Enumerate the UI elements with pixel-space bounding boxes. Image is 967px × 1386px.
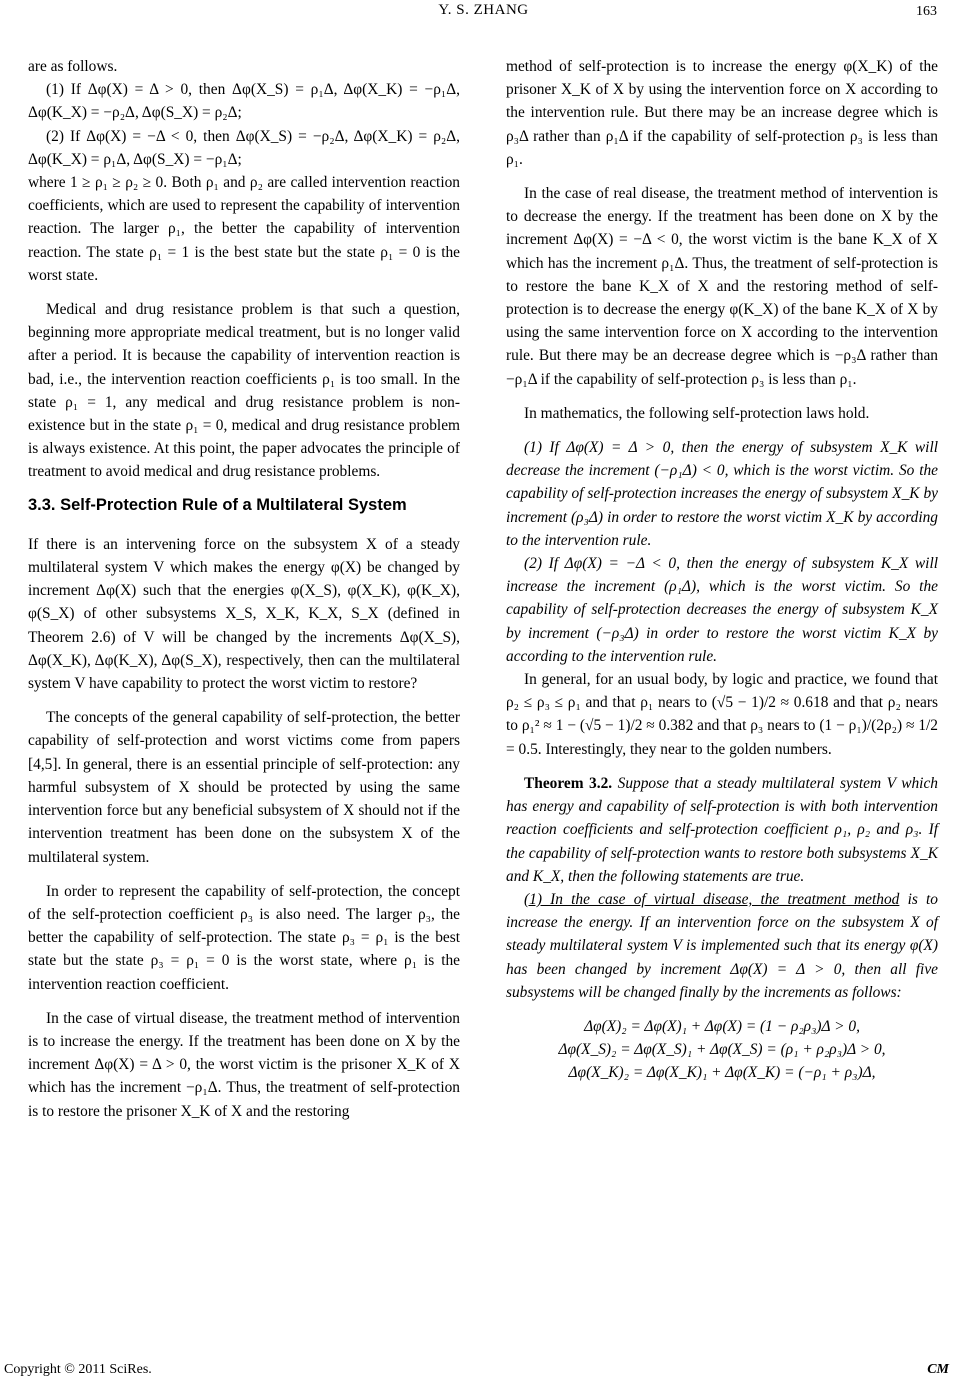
page-number: 163	[916, 4, 937, 19]
theorem-item-1-head: (1) In the case of virtual disease, the treatment method	[524, 890, 900, 908]
paragraph-concepts: The concepts of the general capability of self-protection, the better capability of self-protection and worst victims come from papers [4,5]. In general, there is an essential principle of self-protection: any harmful subsystem of X should be protected by using the same intervention force but any beneficial subsystem of X should not if the intervention treatment has been done on the subsystem X of the multilateral system.	[28, 709, 460, 866]
paragraph-real-disease: In the case of real disease, the treatment method of intervention is to decrease the energy. If the treatment has been done on X by the increment Δφ(X) = −Δ < 0, the worst victim is the bane K_X of X which has the increment ρ₁Δ. Thus, the treatment of self-protection is to restore the bane K_X of X and the restoring method of self-protection is to decrease the energy φ(K_X) of the bane K_X of X by using the same intervention force on X according to the intervention rule. But there may be an decrease degree which is −ρ₃Δ rather than −ρ₁Δ if the capability of self-protection ρ₃ is less than ρ₁.	[506, 185, 938, 388]
theorem-item-1-body: is to increase the energy. If an intervention force on the subsystem X of steady multilateral system V is implemented such that its energy φ(X) has been changed by increment Δφ(X) = Δ > 0, then all five subsystems will be changed finally by the increments as follows:	[506, 890, 938, 1001]
intro-text: are as follows.	[28, 58, 118, 75]
theorem-statement: Suppose that a steady multilateral system V which has energy and capability of self-protection is with both intervention reaction coefficients and self-protection coefficient ρ₁, ρ₂ and ρ₃. If the capability of self-protection wants to restore both subsystems X_K and K_X, then the following statements are true.	[506, 774, 938, 885]
section-heading: 3.3. Self-Protection Rule of a Multilateral System	[28, 495, 407, 514]
theorem-3-2	[506, 772, 938, 888]
rule-1: (1) If Δφ(X) = Δ > 0, then Δφ(X_S) = ρ₁Δ, Δφ(X_K) = −ρ₁Δ, Δφ(K_X) = −ρ₂Δ, Δφ(S_X) = ρ₂Δ;	[28, 81, 460, 122]
paragraph-mathematics: In mathematics, the following self-protection laws hold.	[524, 404, 870, 422]
theorem-label: Theorem 3.2.	[524, 774, 613, 792]
footer-copyright: Copyright © 2011 SciRes.	[4, 1362, 152, 1377]
paragraph-virtual-disease: In the case of virtual disease, the treatment method of intervention is to increase the energy. If the treatment has been done on X by the increment Δφ(X) = Δ > 0, the worst victim is the prisoner X_K of X which has the increment −ρ₁Δ. Thus, the treatment of self-protection is to restore the prisoner X_K of X and the restoring	[28, 1009, 460, 1120]
equation-3: Δφ(X_K)₂ = Δφ(X_K)₁ + Δφ(X_K) = (−ρ₁ + ρ₃)Δ,	[568, 1064, 876, 1082]
right-column	[506, 55, 938, 1085]
paragraph-continuation: method of self-protection is to increase the energy φ(X_K) of the prisoner X_K of X by using the intervention force on X according to the intervention rule. But there may be an increase degree which is ρ₃Δ rather than ρ₁Δ if the capability of self-protection ρ₃ is less than ρ₁.	[506, 58, 938, 168]
law-2: (2) If Δφ(X) = −Δ < 0, then the energy of subsystem K_X will increase the increment (ρ₁Δ), which is the worst victim. So the capability of self-protection decreases the energy of subsystem K_X by increment (−ρ₃Δ) in order to restore the worst victim K_X by according to the intervention rule.	[506, 555, 938, 665]
equation-1: Δφ(X)₂ = Δφ(X)₁ + Δφ(X) = (1 − ρ₂ρ₃)Δ > 0,	[584, 1017, 860, 1035]
paragraph-where: where 1 ≥ ρ₁ ≥ ρ₂ ≥ 0. Both ρ₁ and ρ₂ are called intervention reaction coefficients, which are used to represent the capability of intervention reaction. The larger ρ₁, the better the capability of intervention reaction. The state ρ₁ = 1 is the best state but the state ρ₁ = 0 is the worst state.	[28, 174, 460, 284]
theorem-item-1	[506, 888, 938, 1004]
footer-journal: CM	[927, 1362, 949, 1377]
paragraph-intervening-force: If there is an intervening force on the subsystem X of a steady multilateral system V which makes the energy φ(X) be changed by increment Δφ(X) such that the energies φ(X_S), φ(X_K), φ(K_X), φ(S_X) of other subsystems X_S, X_K, K_X, S_X (defined in Theorem 2.6) of V will be changed by the increments Δφ(X_S), Δφ(X_K), Δφ(K_X), Δφ(S_X), respectively, then can the multilateral system V have capability to protect the worst victim to restore?	[28, 535, 460, 693]
paragraph-self-protection-coefficient: In order to represent the capability of self-protection, the concept of the self-protection coefficient ρ₃ is also need. The larger ρ₃, the better the capability of self-protection. The state ρ₃ = ρ₁ is the best state but the state ρ₃ = ρ₁ = 0 is the worst state, where ρ₁ is the intervention reaction coefficient.	[28, 882, 460, 993]
left-column	[28, 55, 460, 1123]
rule-2: (2) If Δφ(X) = −Δ < 0, then Δφ(X_S) = −ρ₂Δ, Δφ(X_K) = ρ₂Δ, Δφ(K_X) = ρ₁Δ, Δφ(S_X) = −ρ₁Δ;	[28, 127, 460, 168]
equation-2: Δφ(X_S)₂ = Δφ(X_S)₁ + Δφ(X_S) = (ρ₁ + ρ₂ρ₃)Δ > 0,	[558, 1041, 886, 1059]
paragraph-medical-resistance: Medical and drug resistance problem is that such a question, beginning more appropriate medical treatment, but is no longer valid after a period. It is because the capability of intervention reaction is bad, i.e., the intervention reaction coefficients ρ₁ is too small. In the state ρ₁ = 1, any medical and drug resistance problem is non-existence but in the state ρ₁ = 0, medical and drug resistance problem is always existence. At this point, the paper advocates the principle of treatment to avoid medical and drug resistance problems.	[28, 301, 460, 481]
paragraph-golden-numbers: In general, for an usual body, by logic and practice, we found that ρ₂ ≤ ρ₃ ≤ ρ₁ and that ρ₁ nears to (√5 − 1)/2 ≈ 0.618 and that ρ₂ nears to ρ₁² ≈ 1 − (√5 − 1)/2 ≈ 0.382 and that ρ₃ nears to (1 − ρ₁)/(2ρ₂) ≈ 1/2 = 0.5. Interestingly, they near to the golden numbers.	[506, 671, 938, 758]
law-1: (1) If Δφ(X) = Δ > 0, then the energy of subsystem X_K will decrease the increment (−ρ₁Δ) < 0, which is the worst victim. So the capability of self-protection increases the energy of subsystem X_K by increment (ρ₃Δ) in order to restore the worst victim X_K by according to the intervention rule.	[506, 439, 938, 549]
running-header-author: Y. S. ZHANG	[438, 2, 529, 18]
